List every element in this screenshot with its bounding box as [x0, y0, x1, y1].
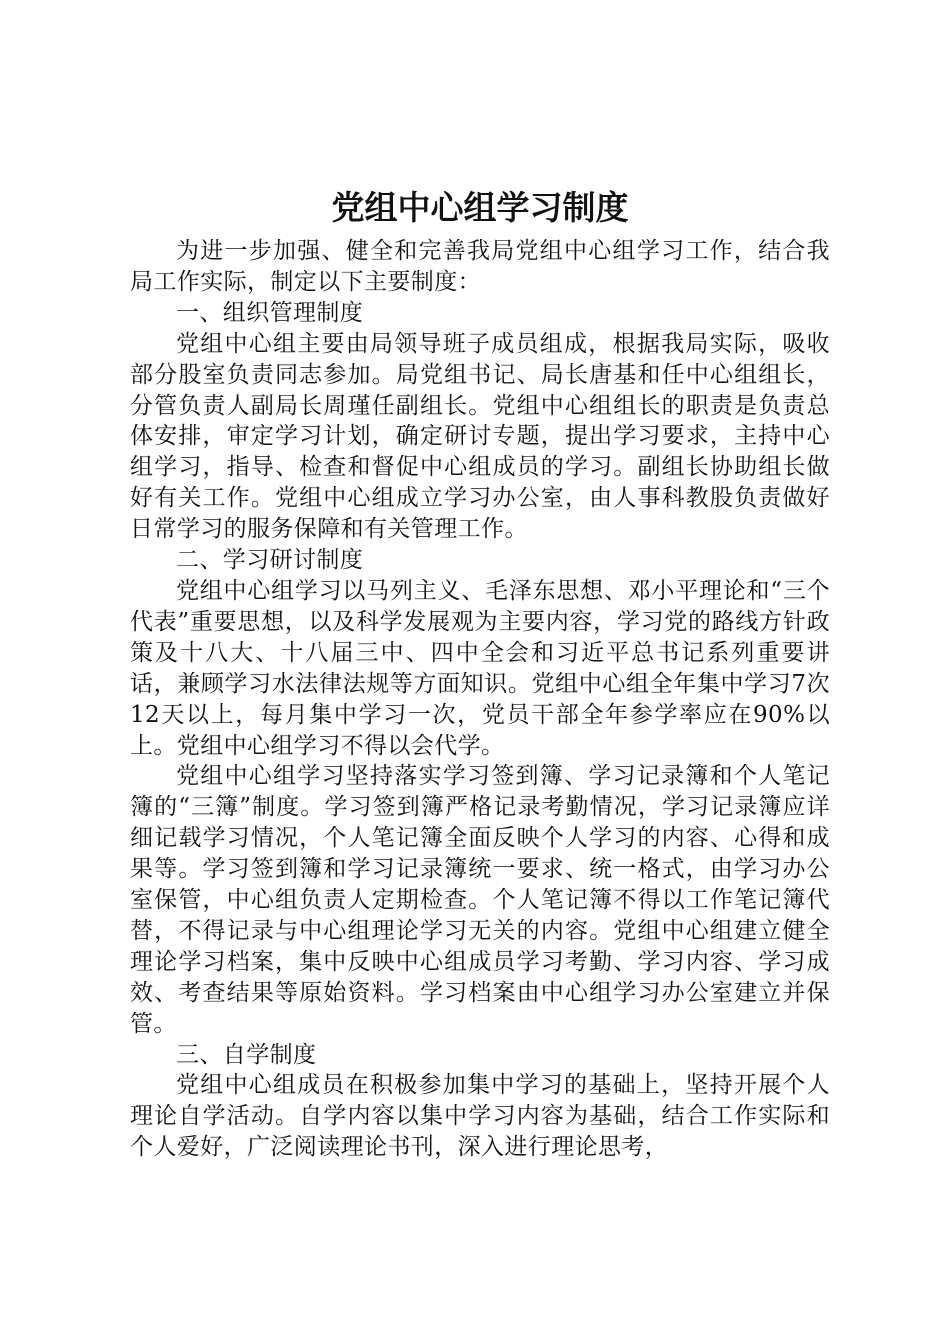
self-study-paragraph: 党组中心组成员在积极参加集中学习的基础上，坚持开展个人理论自学活动。自学内容以集中学习内容为基础，结合工作实际和个人爱好，广泛阅读理论书刊，深入进行理论思考， — [130, 1072, 830, 1161]
section-heading-study-discussion: 二、学习研讨制度 — [176, 547, 364, 574]
three-books-paragraph: 党组中心组学习坚持落实学习签到簿、学习记录簿和个人笔记簿的“三簿”制度。学习签到簿严格记录考勤情况，学习记录簿应详细记载学习情况，个人笔记簿全面反映个人学习的内容、心得和成果等。学习签到簿和学习记录簿统一要求、统一格式，由学习办公室保管，中心组负责人定期检查。个人笔记簿不得以工作笔记簿代替，不得记录与中心组理论学习无关的内容。党组中心组建立健全理论学习档案，集中反映中心组成员学习考勤、学习内容、学习成效、考查结果等原始资料。学习档案由中心组学习办公室建立并保管。 — [130, 763, 830, 1037]
document-body — [130, 236, 830, 1163]
document-title: 党组中心组学习制度 — [331, 188, 629, 227]
section-heading-self-study: 三、自学制度 — [176, 1041, 317, 1068]
organization-paragraph: 党组中心组主要由局领导班子成员组成，根据我局实际，吸收部分股室负责同志参加。局党组书记、局长唐基和任中心组组长，分管负责人副局长周瑾任副组长。党组中心组组长的职责是负责总体安排，审定学习计划，确定研讨专题，提出学习要求，主持中心组学习，指导、检查和督促中心组成员的学习。副组长协助组长做好有关工作。党组中心组成立学习办公室，由人事科教股负责做好日常学习的服务保障和有关管理工作。 — [130, 330, 830, 543]
section-heading-organization: 一、组织管理制度 — [176, 299, 364, 326]
study-content-paragraph: 党组中心组学习以马列主义、毛泽东思想、邓小平理论和“三个代表”重要思想，以及科学发展观为主要内容，学习党的路线方针政策及十八大、十八届三中、四中全会和习近平总书记系列重要讲话，兼顾学习水法律法规等方面知识。党组中心组全年集中学习7次12天以上，每月集中学习一次，党员干部全年参学率应在90%以上。党组中心组学习不得以会代学。 — [130, 577, 830, 759]
intro-paragraph: 为进一步加强、健全和完善我局党组中心组学习工作，结合我局工作实际，制定以下主要制度： — [130, 238, 830, 295]
